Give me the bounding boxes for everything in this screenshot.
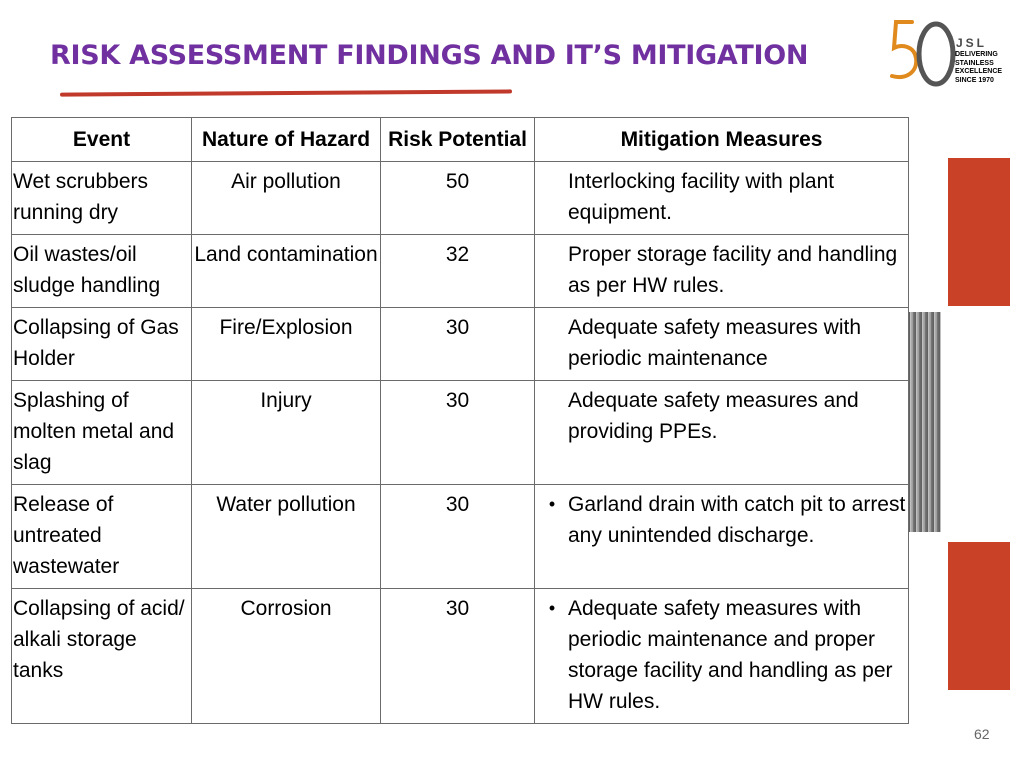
mitigation-cell — [535, 162, 909, 235]
bullet — [536, 312, 568, 374]
mitigation-cell — [535, 308, 909, 381]
logo-tagline-line: DELIVERING — [955, 51, 998, 58]
risk-cell: 30 — [381, 308, 535, 381]
mitigation-text: Proper storage facility and handling as per HW rules. — [568, 243, 898, 297]
accent-bar-top — [948, 158, 1010, 306]
risk-cell: 30 — [381, 589, 535, 724]
logo-tagline-line: STAINLESS EXCELLENCE — [955, 59, 1003, 75]
logo-tagline — [955, 51, 1023, 85]
bullet — [536, 239, 568, 301]
logo-brand-text: JSL — [956, 36, 988, 50]
bullet — [536, 385, 568, 447]
mitigation-text: Adequate safety measures and providing PPEs. — [568, 389, 859, 443]
table-header-row — [12, 118, 909, 162]
hazard-cell: Land contamination — [192, 235, 381, 308]
mitigation-text: Adequate safety measures with periodic maintenance — [568, 316, 861, 370]
company-logo — [888, 14, 1024, 92]
header-event: Event — [12, 118, 192, 162]
mitigation-cell — [535, 589, 909, 724]
hazard-cell: Water pollution — [192, 485, 381, 589]
logo-tagline-line: SINCE 1970 — [955, 76, 994, 84]
event-cell: Splashing of molten metal and slag — [12, 381, 192, 485]
risk-cell: 32 — [381, 235, 535, 308]
header-mitigation: Mitigation Measures — [535, 118, 909, 162]
table-row — [12, 162, 909, 235]
table-row — [12, 235, 909, 308]
table-row — [12, 485, 909, 589]
risk-cell: 30 — [381, 485, 535, 589]
event-cell: Wet scrubbers running dry — [12, 162, 192, 235]
mitigation-cell — [535, 381, 909, 485]
mitigation-text: Garland drain with catch pit to arrest any unintended discharge. — [568, 493, 906, 547]
bullet — [536, 166, 568, 228]
table-row — [12, 381, 909, 485]
accent-bar-bottom — [948, 542, 1010, 690]
hazard-cell: Fire/Explosion — [192, 308, 381, 381]
title-underline — [60, 89, 512, 96]
event-cell: Release of untreated wastewater — [12, 485, 192, 589]
mitigation-text: Adequate safety measures with periodic maintenance and proper storage facility and handling as per HW rules. — [568, 597, 893, 713]
bullet: • — [548, 494, 556, 514]
hazard-cell: Air pollution — [192, 162, 381, 235]
risk-table — [11, 117, 909, 724]
mitigation-cell — [535, 485, 909, 589]
risk-cell: 50 — [381, 162, 535, 235]
mitigation-cell — [535, 235, 909, 308]
hazard-cell: Injury — [192, 381, 381, 485]
slide-title: RISK ASSESSMENT FINDINGS AND IT’S MITIGATION — [50, 40, 809, 71]
event-cell: Oil wastes/oil sludge handling — [12, 235, 192, 308]
header-hazard: Nature of Hazard — [192, 118, 381, 162]
event-cell: Collapsing of acid/ alkali storage tanks — [12, 589, 192, 724]
header-risk: Risk Potential — [381, 118, 535, 162]
event-cell: Collapsing of Gas Holder — [12, 308, 192, 381]
page-number: 62 — [974, 726, 990, 742]
logo-50-icon — [888, 14, 958, 92]
hazard-cell: Corrosion — [192, 589, 381, 724]
risk-cell: 30 — [381, 381, 535, 485]
table-row — [12, 308, 909, 381]
bullet: • — [548, 598, 556, 618]
table-row — [12, 589, 909, 724]
mitigation-text: Interlocking facility with plant equipment. — [568, 170, 835, 224]
